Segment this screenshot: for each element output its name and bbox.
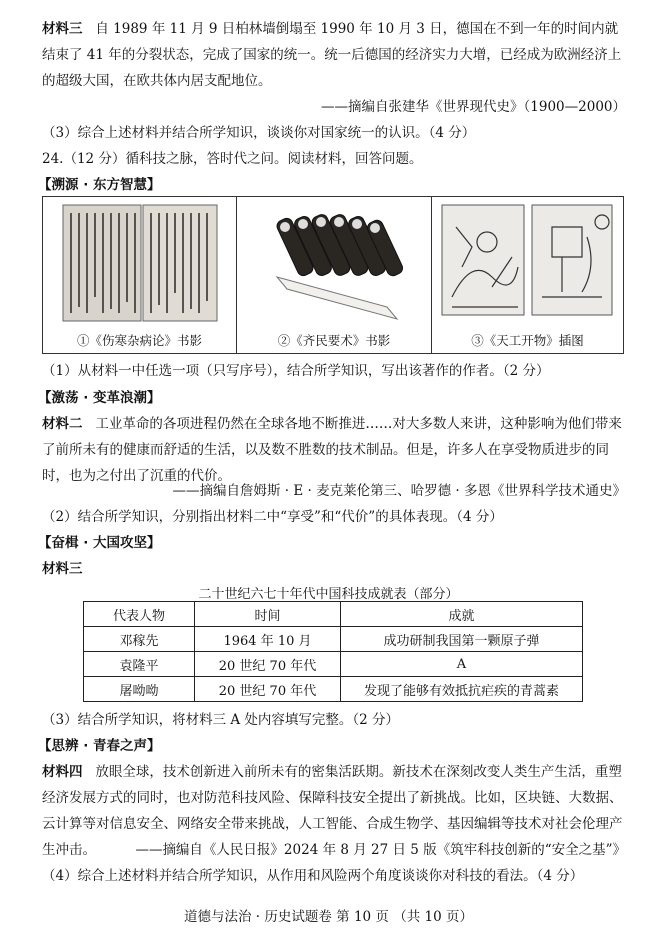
image-cell-3 [431, 197, 623, 353]
question-24-intro: 24.（12 分）循科技之脉，答时代之问。阅读材料，回答问题。 [42, 151, 423, 167]
image-caption: ①《伤寒杂病论》书影 [76, 333, 202, 348]
table-cell: 20 世纪 70 年代 [195, 677, 341, 702]
table-row [84, 677, 583, 702]
question-3-unification: （3）综合上述材料并结合所学知识，谈谈你对国家统一的认识。（4 分） [42, 125, 476, 141]
table-header-cell: 代表人物 [84, 602, 195, 627]
book-page-image [43, 197, 236, 327]
section-heading-youth: 【思辨 · 青春之声】 [38, 738, 161, 754]
section-heading-origin: 【溯源 · 东方智慧】 [38, 177, 161, 193]
material-3-paragraph [42, 16, 626, 94]
table-cell: 发现了能够有效抵抗疟疾的青蒿素 [341, 677, 583, 702]
table-cell: 20 世纪 70 年代 [195, 652, 341, 677]
table-cell: 袁隆平 [84, 652, 195, 677]
question-1-author: （1）从材料一中任选一项（只写序号），结合所学知识，写出该著作的作者。（2 分） [42, 363, 550, 379]
material-label: 材料四 [42, 764, 83, 780]
question-3-fill-a: （3）结合所学知识，将材料三 A 处内容填写完整。（2 分） [42, 712, 400, 728]
table-cell: 1964 年 10 月 [195, 627, 341, 652]
image-cell-2 [236, 197, 431, 353]
source-citation: ——摘编自《人民日报》2024 年 8 月 27 日 5 版《筑牢科技创新的“安全之基”》 [135, 842, 626, 858]
tech-achievement-table [83, 601, 583, 702]
source-citation: ——摘编自詹姆斯 · E · 麦克莱伦第三、哈罗德 · 多恩《世界科学技术通史》 [172, 483, 626, 499]
image-caption: ②《齐民要术》书影 [277, 333, 391, 348]
table-header-row [84, 602, 583, 627]
table-header-cell: 时间 [195, 602, 341, 627]
illustration-image [432, 197, 624, 327]
table-cell: 屠呦呦 [84, 677, 195, 702]
source-citation: ——摘编自张建华《世界现代史》（1900—2000） [321, 99, 626, 115]
image-caption: ③《天工开物》插图 [471, 333, 584, 348]
section-heading-tackling: 【奋楫 · 大国攻坚】 [38, 535, 161, 551]
material-label: 材料三 [42, 21, 83, 37]
table-title: 二十世纪六七十年代中国科技成就表（部分） [198, 587, 459, 602]
table-row [84, 627, 583, 652]
table-row [84, 652, 583, 677]
page-footer: 道德与法治 · 历史试题卷 第 10 页 （共 10 页） [184, 909, 473, 925]
table-header-cell: 成就 [341, 602, 583, 627]
material-3b-label: 材料三 [42, 561, 83, 577]
section-heading-revolution: 【激荡 · 变革浪潮】 [38, 390, 161, 406]
image-cell-1 [43, 197, 236, 353]
scroll-image [237, 197, 432, 327]
question-2-enjoy-cost: （2）结合所学知识，分别指出材料二中“享受”和“代价”的具体表现。（4 分） [42, 509, 503, 525]
material-label: 材料二 [42, 416, 83, 432]
material-1-images [42, 196, 624, 354]
table-cell: A [341, 652, 583, 677]
question-4-tech-view: （4）综合上述材料并结合所学知识，从作用和风险两个角度谈谈你对科技的看法。（4 分） [42, 868, 584, 884]
material-text: 工业革命的各项进程仍然在全球各地不断推进……对大多数人来讲，这种影响为他们带来了前所未有的健康而舒适的生活，以及数不胜数的技术制品。但是，许多人在享受物质进步的同时，也为之付出了沉重的代价。 [42, 416, 622, 484]
table-cell: 邓稼先 [84, 627, 195, 652]
table-cell: 成功研制我国第一颗原子弹 [341, 627, 583, 652]
material-text: 自 1989 年 11 月 9 日柏林墙倒塌至 1990 年 10 月 3 日，德国在不到一年的时间内就结束了 41 年的分裂状态，完成了国家的统一。统一后德国的经济实力大增，已经成为欧洲经济上的超级大国，在欧共体内居支配地位。 [42, 21, 622, 89]
material-text: 放眼全球，技术创新进入前所未有的密集活跃期。新技术在深刻改变人类生产生活，重塑经济发展方式的同时，也对防范科技风险、保障科技安全提出了新挑战。比如，区块链、大数据、云计算等对信息安全、网络安全带来挑战，人工智能、合成生物学、基因编辑等技术对社会伦理产生冲击。 [42, 764, 623, 858]
